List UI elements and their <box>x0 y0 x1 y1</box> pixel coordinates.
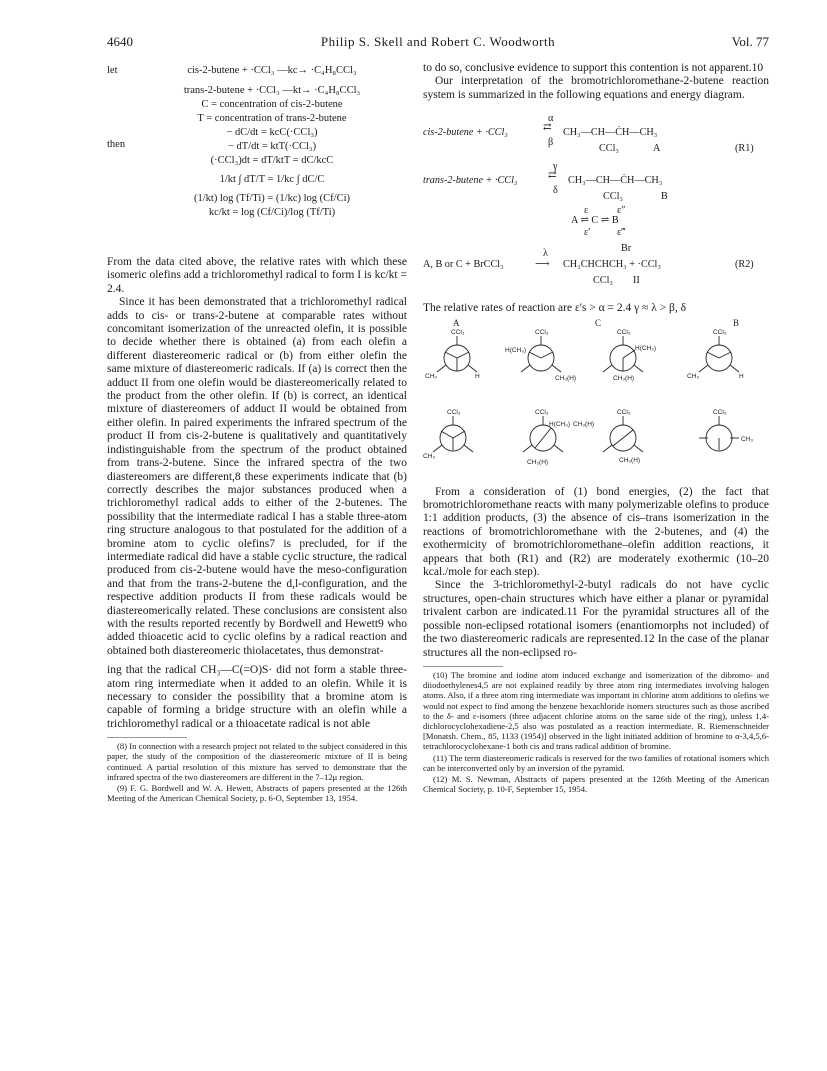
left-column <box>107 62 407 804</box>
rates-sentence: The relative rates of reaction are ε's > α = 2.4 γ ≈ λ > β, δ <box>423 302 687 315</box>
newman-atom-label: CH₃ <box>423 452 436 460</box>
reaction-scheme <box>423 110 769 302</box>
paragraph: to do so, conclusive evidence to support this contention is not apparent.10 <box>423 62 764 74</box>
rxn-ii: II <box>633 275 640 287</box>
newman-label-A: A <box>453 317 460 328</box>
newman-projections <box>423 316 769 486</box>
newman-atom-label: CH₃ <box>425 372 438 380</box>
paragraph: ing that the radical CH₃—C(=O)S· did not form a stable three-atom ring intermediate when it added to an olefin. While it is necessary to consider the possibility that a bromine atom is capable of forming a bridge structure with an olefin while a trichloromethyl radical or a thioacetate radical is not able <box>107 664 407 730</box>
rxn-arrow: ⇄ <box>548 170 557 182</box>
paragraph: From a consideration of (1) bond energies, (2) the fact that bromotrichloromethane reacts with many polymerizable olefins to produce 1:1 addition products, (3) the absence of cis–trans isomerization in the reactions of bromotrichloromethane with the 2-butenes, and (4) the exothermicity of bromotrichloromethane–olefin addition reactions, it appears that both (R1) and (R2) are moderately exothermic (10–20 kcal./mole for each step). <box>423 485 769 579</box>
newman-diagram <box>423 316 769 486</box>
rxn-prodA: CH₃—CH—ĊH—CH₃ <box>563 127 658 139</box>
eq-line: 1/kt ∫ dT/T = 1/kc ∫ dC/C <box>219 174 325 185</box>
footnotes-right <box>423 670 769 794</box>
newman-label-B: B <box>733 317 740 328</box>
newman-atom-label: H(CH₃) <box>635 344 657 352</box>
eq-line: − dC/dt = kcC(·CCl₃) <box>226 127 318 138</box>
rxn-r1: (R1) <box>735 143 754 155</box>
rxn-delta: δ <box>553 185 558 197</box>
eq-line: (·CCl₃)dt = dT/ktT = dC/kcC <box>210 155 334 166</box>
rxn-ccl3: CCl₃ <box>603 191 623 203</box>
newman-atom-label: H(CH₃) <box>505 346 527 354</box>
rxn-prodB: CH₃—CH—ĊH—CH₃ <box>568 175 663 187</box>
footnote-rule <box>423 666 503 667</box>
running-title: Philip S. Skell and Robert C. Woodworth <box>320 34 556 49</box>
rxn-eps3: ε‴ <box>617 227 626 239</box>
rxn-r2-left: A, B or C + BrCCl₃ <box>423 259 504 271</box>
eq-line: cis-2-butene + ·CCl₃ —kc→ ·C₄H₈CCl₃ <box>187 65 357 76</box>
footnote: (9) F. G. Bordwell and W. A. Hewett, Abstracts of papers presented at the 126th Meeting of the American Chemical Society, p. 6-O, September 13, 1954. <box>107 783 407 804</box>
newman-atom-label: CH₃(H) <box>613 374 635 382</box>
eq-line: T = concentration of trans-2-butene <box>197 113 347 124</box>
footnote: (10) The bromine and iodine atom induced exchange and isomerization of the dibromo- and diiodoethylenes4,5 are not explained readily by three atom ring intermediates involving halogen atoms. Also, if a three atom ring intermediate was important in chlorine atom additions to olefins we would not expect to find among the benzene hexachloride isomers structures such as those ascribed to the δ- and ε-isomers (three adjacent chlorine atoms on the same side of the ring), unless 1,4-dichlorocyclohexadiene-2,5 also was postulated as a reaction intermediate. R. Riemenschneider [Monatsh. Chem., 85, 1133 (1954)] observed in the light initiated addition of bromine to α-3,4,5,6-tetrachlorocyclohexane-1 both cis and trans radical addition of bromine. <box>423 669 769 752</box>
paragraph: Our interpretation of the bromotrichloromethane-2-butene reaction system is summarized in the following equations and energy diagram. <box>423 75 769 101</box>
page-number: 4640 <box>107 34 133 49</box>
rxn-beta: β <box>548 137 554 149</box>
rxn-eps: ε <box>584 205 589 217</box>
right-column <box>423 62 769 795</box>
rxn-arrow: ⟶ <box>535 259 550 271</box>
rxn-eps1: ε′ <box>584 227 591 239</box>
rxn-arrow: ⇄ <box>543 122 552 134</box>
footnote: (11) The term diastereomeric radicals is reserved for the two families of rotational isomers which can be interconverted only by an inversion of the pyramid. <box>423 752 769 773</box>
eq-line: trans-2-butene + ·CCl₃ —kt→ ·C₄H₈CCl₃ <box>183 85 361 96</box>
rxn-alpha: α <box>548 113 554 125</box>
rxn-labelA: A <box>653 143 661 155</box>
eq-line: kc/kt = log (Cf/Ci)/log (Tf/Ti) <box>208 207 336 218</box>
eq-then-label: then <box>107 139 126 150</box>
rxn-eps2: ε″ <box>617 205 626 217</box>
volume-label: Vol. 77 <box>731 34 769 49</box>
newman-atom-label: H <box>475 372 480 380</box>
eq-line: C = concentration of cis-2-butene <box>201 99 343 110</box>
newman-atom-label: CCl₃ <box>713 328 727 336</box>
rxn-br: Br <box>621 243 632 255</box>
paragraph: From the data cited above, the relative rates with which these isomeric olefins add a trichloromethyl radical to form I is kc/kt = 2.4. <box>107 256 407 295</box>
paragraph: Since the 3-trichloromethyl-2-butyl radicals do not have cyclic structures, open-chain structures which have either a planar or pyramidal trivalent carbon are indicated.11 For the pyramidal structures all of the possible non-eclipsed rotational isomers (enantiomorphs not included) of the two diastereomeric radicals are represented.12 In the case of the planar structures all the non-eclipsed ro- <box>423 579 769 659</box>
rxn-cis: cis-2-butene + ·CCl₃ <box>423 127 508 139</box>
kinetics-derivation <box>107 64 407 250</box>
rxn-labelB: B <box>661 191 668 203</box>
newman-atom-label: CCl₃ <box>447 408 461 416</box>
rxn-trans: trans-2-butene + ·CCl₃ <box>423 175 518 187</box>
rxn-r2-right: CH₃CHCHCH₃ + ·CCl₃ <box>563 259 661 271</box>
newman-atom-label: CCl₃ <box>617 328 631 336</box>
rxn-lambda: λ <box>543 248 548 260</box>
eq-line: − dT/dt = ktT(·CCl₃) <box>227 141 317 152</box>
newman-atom-label: H <box>739 372 744 380</box>
rxn-equilibrium: A ⇌ C ⇌ B <box>571 215 619 227</box>
footnote-rule <box>107 737 187 738</box>
footnote: (12) M. S. Newman, Abstracts of papers presented at the 126th Meeting of the American Chemical Society, p. 10-F, September 15, 1954. <box>423 773 769 795</box>
newman-atom-label: CCl₃ <box>713 408 727 416</box>
newman-atom-label: H(CH₃) <box>549 420 571 428</box>
newman-atom-label: CH₃ <box>741 435 754 443</box>
newman-atom-label: CCl₃ <box>451 328 465 336</box>
rxn-r2: (R2) <box>735 259 754 271</box>
paragraph: Since it has been demonstrated that a trichloromethyl radical adds to cis- or trans-2-butene at comparable rates without concomitant isomerization of the unreacted olefin, it is possible to decide whether there is obtained (a) from each olefin a different diastereomeric radical or (b) from either olefin the same mixture of diastereomeric radicals. If (a) is correct then the adduct II from one olefin would be diastereomerically related to the product from the other olefin. If (b) is correct, an identical mixture of diastereomers of adduct II would be obtained from either olefin. In paired experiments the infrared spectrum of the product II from cis-2-butene is qualitatively and quantitatively indistinguishable from the spectrum of the product obtained from trans-2-butene. Since the infrared spectra of the two diastereomers are different,8 these experiments indicate that (b) correctly describes the major substances produced when a trichloromethyl radical adds to either of the 2-butenes. The possibility that the intermediate radical I has a stable three-atom ring structure analogous to that postulated for the addition of a bromine atom to cyclic olefins7 is precluded, for if the intermediate radical did have a stable cyclic structure, the radical produced from cis-2-butene would have the meso-configuration and that from the trans-2-butene the d,l-configuration, and the respective addition products II from these radicals would be diastereomerically related. These conclusions are consistent also with the results reported recently by Bordwell and Hewett9 who added thioacetic acid to cyclic olefins by a radical reaction and obtained both diastereomeric thiolacetates, thus demonstrat- <box>107 296 407 657</box>
newman-atom-label: CH₃(H) <box>573 420 595 428</box>
footnotes-left <box>107 741 407 803</box>
newman-atom-label: CCl₃ <box>617 408 631 416</box>
footnote: (8) In connection with a research project not related to the subject considered in this paper, the study of the composition of the diastereomeric mixture of II is being continued. A partial resolution of this mixture has served to demonstrate that the infrared spectra of the two diastereomers are different in the 7–12μ region. <box>107 741 407 782</box>
newman-atom-label: CH₃(H) <box>619 456 641 464</box>
newman-atom-label: CCl₃ <box>535 408 549 416</box>
running-header <box>107 34 769 52</box>
rxn-ccl3: CCl₃ <box>593 275 613 287</box>
eq-line: (1/kt) log (Tf/Ti) = (1/kc) log (Cf/Ci) <box>193 193 351 204</box>
eq-let-label: let <box>107 65 118 76</box>
newman-label-C: C <box>595 317 602 328</box>
newman-atom-label: CH₃ <box>687 372 700 380</box>
newman-atom-label: CH₃(H) <box>555 374 577 382</box>
rxn-ccl3: CCl₃ <box>599 143 619 155</box>
newman-atom-label: CCl₃ <box>535 328 549 336</box>
rxn-gamma: γ <box>553 161 558 173</box>
newman-atom-label: CH₃(H) <box>527 458 549 466</box>
